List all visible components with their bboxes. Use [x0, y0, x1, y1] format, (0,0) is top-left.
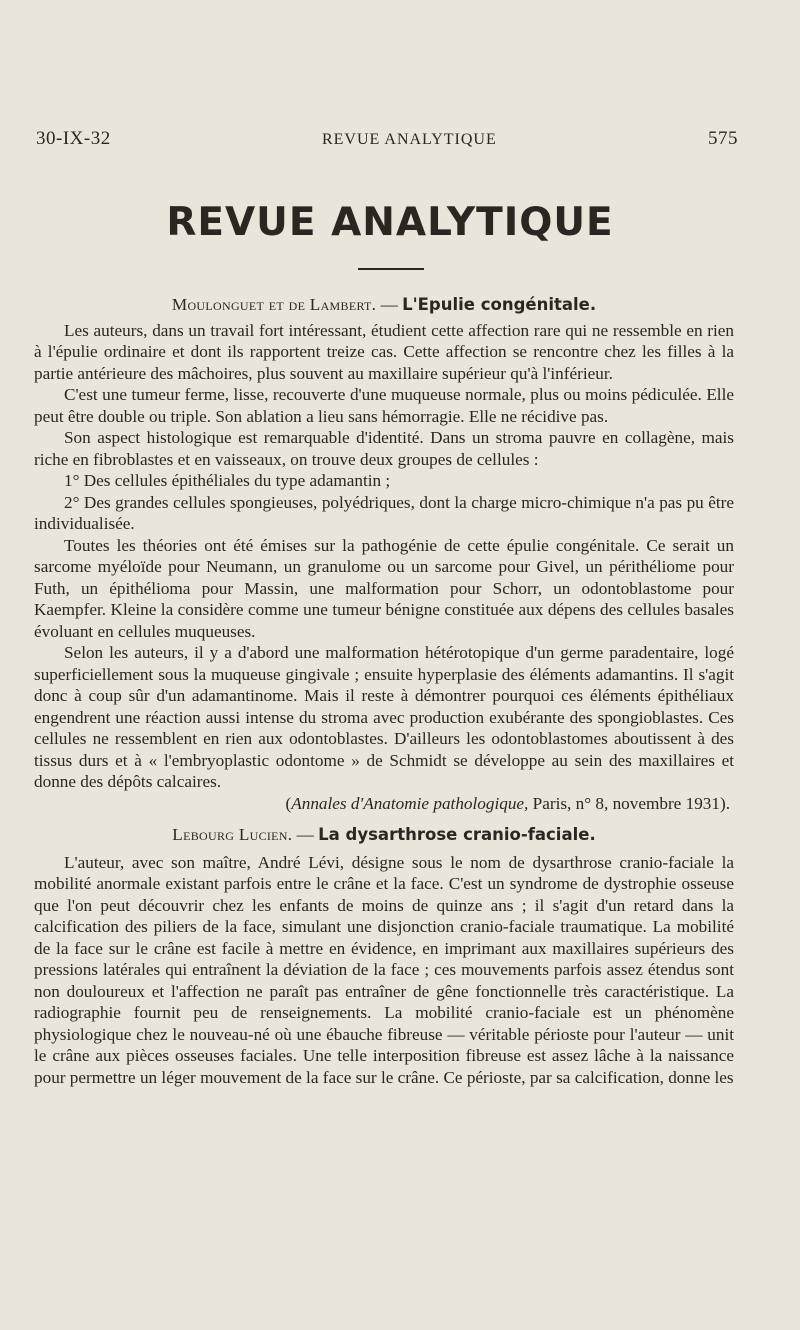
article-1-dash: —: [380, 295, 398, 314]
title-rule: [358, 268, 424, 270]
citation-details: Paris, n° 8, novembre 1931).: [532, 793, 730, 813]
citation-journal: Annales d'Anatomie pathologique,: [291, 793, 529, 813]
page-number: 575: [708, 128, 738, 149]
article-1-paragraph: Toutes les théories ont été émises sur la pathogénie de cette épulie congénitale. Ce serait un sarcome myéloïde pour Neumann, un granulome ou un sarcome pour Givel, un périthéliome pour Futh, un épithélioma pour Massin, une malformation pour Schorr, un odontoblastome pour Kaempfer. Kleine la considère comme une tumeur bénigne constituée aux dépens des cellules basales évoluant en cellules muqueuses.: [34, 535, 734, 641]
article-1-list-item: 1° Des cellules épithéliales du type adamantin ;: [64, 471, 391, 490]
running-head: [36, 128, 738, 150]
article-1-paragraph: Les auteurs, dans un travail fort intéressant, étudient cette affection rare qui ne ressemble en rien à l'épulie ordinaire et dont ils rapportent treize cas. Cette affection se rencontre chez les filles à la partie antérieure des mâchoires, plus souvent au maxillaire supérieur qu'à l'inférieur.: [34, 320, 734, 383]
article-1-heading: [34, 294, 734, 316]
article-1-list-item: 2° Des grandes cellules spongieuses, polyédriques, dont la charge micro-chimique n'a pas pu être individualisée.: [34, 492, 734, 533]
page-title: REVUE ANALYTIQUE: [166, 200, 614, 245]
article-1-citation: (Annales d'Anatomie pathologique, Paris, n° 8, novembre 1931).: [285, 793, 730, 813]
issue-date: 30-IX-32: [36, 128, 111, 149]
article-2-authors: Lebourg Lucien.: [172, 825, 293, 844]
article-1-title: L'Epulie congénitale.: [402, 295, 597, 314]
article-1-authors: Moulonguet et de Lambert.: [171, 295, 377, 314]
article-body: [34, 292, 734, 1088]
running-head-section: REVUE ANALYTIQUE: [321, 131, 497, 148]
article-2-heading: [34, 824, 734, 846]
article-2-paragraph: L'auteur, avec son maître, André Lévi, désigne sous le nom de dysarthrose cranio-faciale la mobilité anormale existant parfois entre le crâne et la face. C'est un syndrome de dystrophie osseuse que l'on peut découvrir chez les enfants de moins de quinze ans ; il s'agit d'un retard dans la calcification des piliers de la face, simulant une disjonction cranio-faciale traumatique. La mobilité de la face sur le crâne est facile à mettre en évidence, en imprimant aux maxillaires supérieurs des pressions latérales qui entraînent la déviation de la face ; ces mouvements parfois assez étendus sont non douloureux et l'affection ne paraît pas entraîner de gêne fonctionnelle très caractéristique. La radiographie fournit peu de renseignements. La mobilité cranio-faciale est un phénomène physiologique chez le nouveau-né où une ébauche fibreuse — véritable périoste pour l'auteur — unit le crâne aux pièces osseuses faciales. Une telle interposition fibreuse est assez lâche à la naissance pour permettre un léger mouvement de la face sur le crâne. Ce périoste, par sa calcification, donne les: [34, 852, 734, 1087]
article-1-paragraph: Son aspect histologique est remarquable d'identité. Dans un stroma pauvre en collagène, mais riche en fibroblastes et en vaisseaux, on trouve deux groupes de cellules :: [34, 428, 734, 469]
article-2-dash: —: [296, 825, 314, 844]
article-1-paragraph: Selon les auteurs, il y a d'abord une malformation hétérotopique d'un germe paradentaire, logé superficiellement sous la muqueuse gingivale ; ensuite hyperplasie des éléments adamantins. Il s'agit donc à coup sûr d'un adamantinome. Mais il reste à démontrer pourquoi ces éléments épithéliaux engendrent une réaction aussi intense du stroma avec production exubérante des spongioblastes. Ces cellules ne ressemblent en rien aux odontoblastes. D'ailleurs les odontoblastomes aboutissent à des tissus durs et à « l'embryoplastic odontome » de Schmidt se développe au sein des maxillaires et donne des dépôts calcaires.: [34, 643, 734, 791]
article-2-title: La dysarthrose cranio-faciale.: [318, 825, 596, 844]
article-1-paragraph: C'est une tumeur ferme, lisse, recouverte d'une muqueuse normale, plus ou moins pédiculée. Elle peut être double ou triple. Son ablation a lieu sans hémorragie. Elle ne récidive pas.: [34, 385, 734, 426]
